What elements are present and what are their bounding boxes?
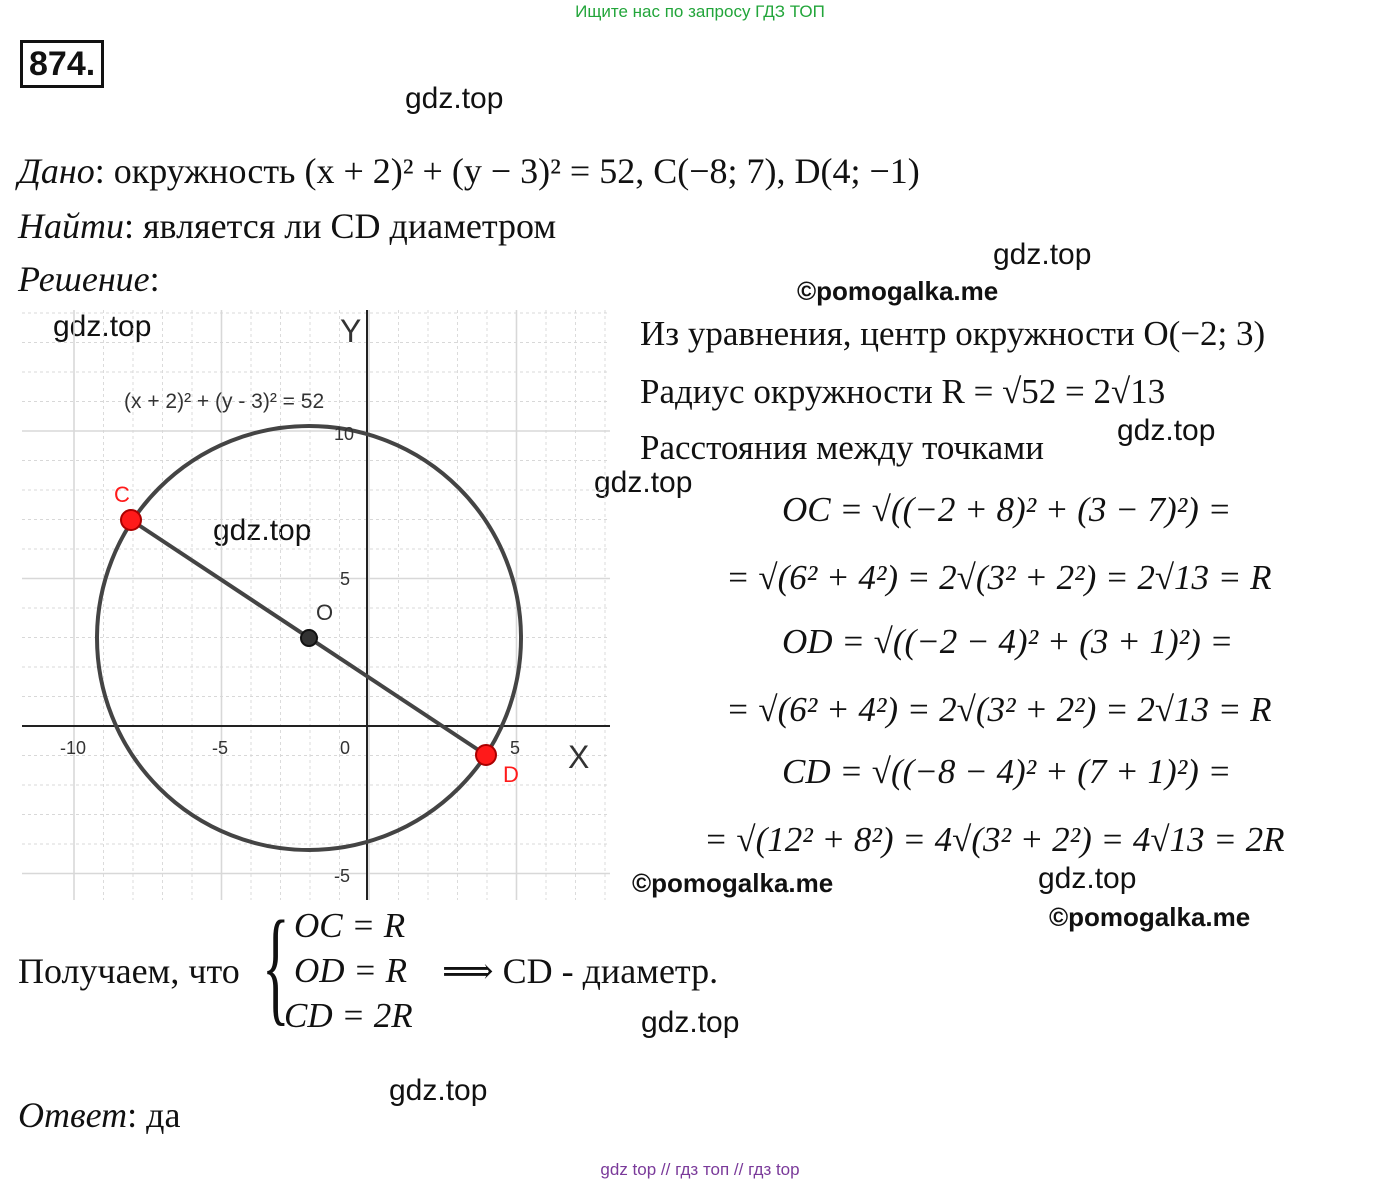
watermark-gdz: gdz.top	[213, 514, 312, 547]
distances-line: Расстояния между точками	[640, 428, 1044, 467]
od-line-2: = √(6² + 4²) = 2√(3² + 2²) = 2√13 = R	[726, 690, 1272, 729]
coordinate-graph	[22, 310, 612, 902]
system-line-1: OC = R	[294, 906, 406, 945]
point-d	[476, 745, 496, 765]
tick-x-5: 5	[510, 738, 521, 758]
top-banner: Ищите нас по запросу ГДЗ ТОП	[575, 2, 825, 21]
given-line	[18, 150, 920, 192]
tick-x-neg5: -5	[212, 738, 229, 758]
oc-line-1: OC = √((−2 + 8)² + (3 − 7)²) =	[782, 490, 1232, 529]
conclusion-result: ⟹ CD - диаметр.	[442, 951, 719, 991]
point-c	[121, 510, 141, 530]
equation-label: (x + 2)² + (y - 3)² = 52	[124, 390, 325, 413]
watermark-pomogalka: ©pomogalka.me	[1049, 902, 1251, 932]
point-c-label: C	[114, 482, 130, 507]
system-line-2: OD = R	[294, 951, 408, 990]
answer-line	[18, 1094, 180, 1136]
system-brace: {	[262, 895, 290, 1037]
find-line	[18, 205, 556, 247]
radius-line: Радиус окружности R = √52 = 2√13	[640, 372, 1166, 411]
cd-line-2: = √(12² + 8²) = 4√(3² + 2²) = 4√13 = 2R	[704, 820, 1285, 859]
tick-x-neg10: -10	[60, 738, 87, 758]
cd-line-1: CD = √((−8 − 4)² + (7 + 1)²) =	[782, 752, 1232, 791]
footer-links[interactable]: gdz top // гдз топ // гдз top	[600, 1160, 800, 1179]
watermark-gdz: gdz.top	[1117, 414, 1216, 447]
find-text: : является ли CD диаметром	[124, 206, 557, 246]
given-label: Дано	[18, 151, 95, 191]
watermark-pomogalka: ©pomogalka.me	[632, 868, 834, 898]
answer-text: : да	[127, 1095, 181, 1135]
od-line-1: OD = √((−2 − 4)² + (3 + 1)²) =	[782, 622, 1234, 661]
axis-x-label: X	[568, 739, 590, 775]
watermark-gdz: gdz.top	[1038, 862, 1137, 895]
point-o	[301, 630, 317, 646]
point-d-label: D	[503, 762, 519, 787]
find-label: Найти	[18, 206, 124, 246]
tick-y-10: 10	[334, 424, 355, 444]
answer-label: Ответ	[18, 1095, 128, 1135]
task-number: 874.	[20, 40, 104, 88]
given-text: : окружность (x + 2)² + (y − 3)² = 52, C(−8; 7), D(4; −1)	[94, 151, 920, 191]
axis-y-label: Y	[340, 313, 362, 349]
center-line: Из уравнения, центр окружности O(−2; 3)	[640, 314, 1266, 353]
oc-line-2: = √(6² + 4²) = 2√(3² + 2²) = 2√13 = R	[726, 558, 1272, 597]
system-line-3: CD = 2R	[284, 996, 413, 1035]
point-o-label: O	[316, 600, 334, 625]
tick-y-5: 5	[340, 569, 351, 589]
tick-y-neg5: -5	[334, 866, 351, 886]
watermark-gdz: gdz.top	[53, 310, 152, 343]
watermark-gdz: gdz.top	[405, 82, 504, 115]
tick-x-0: 0	[340, 738, 351, 758]
watermark-pomogalka: ©pomogalka.me	[797, 276, 999, 306]
solution-colon: :	[149, 259, 160, 299]
watermark-gdz: gdz.top	[389, 1074, 488, 1107]
solution-line	[18, 258, 160, 300]
watermark-gdz: gdz.top	[594, 466, 693, 499]
solution-label: Решение	[18, 259, 150, 299]
watermark-gdz: gdz.top	[641, 1006, 740, 1039]
conclusion-prefix: Получаем, что	[18, 951, 240, 991]
watermark-gdz: gdz.top	[993, 238, 1092, 271]
